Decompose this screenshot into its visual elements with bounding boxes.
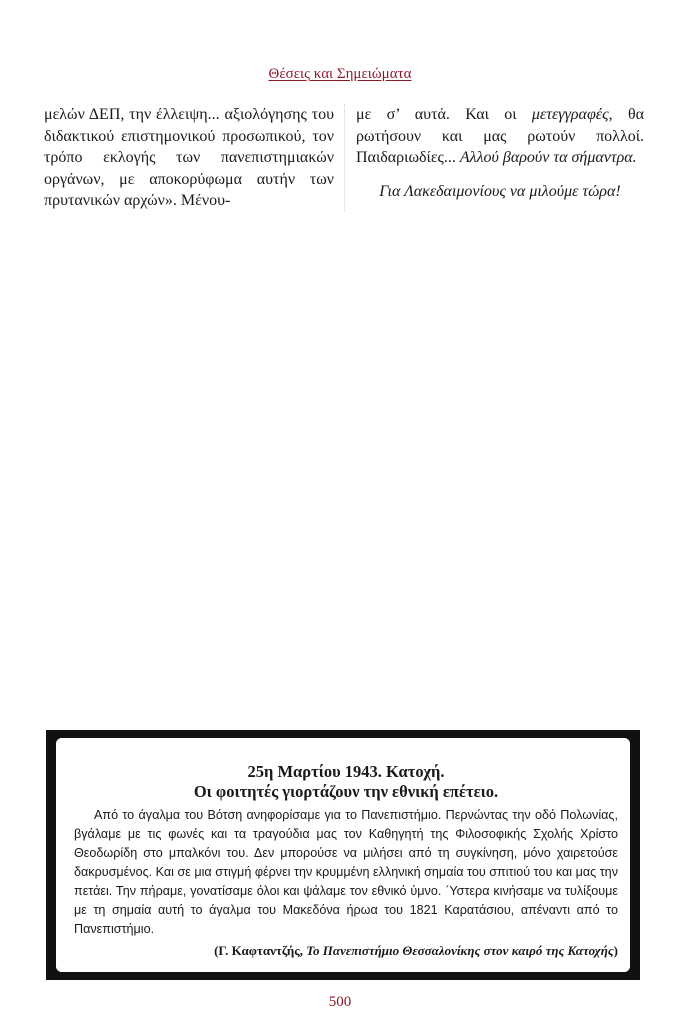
quote-box [46,730,640,980]
running-head-text: Θέσεις και Σημειώματα [268,66,412,82]
right-text-1: με σ’ αυτά. Και οι [356,106,532,123]
box-body: Από το άγαλμα του Βότση ανηφορίσαμε για το Πανεπιστήμιο. Περνώντας την οδό Πολωνίας, βγάλαμε με τις φωνές και τα τραγούδια μας τον Καθηγητή της Φιλοσοφικής Σχολής Χρίστο Θεοδωρίδη στο μπαλκόνι του. Δεν μπορούσε να μιλήσει από τη συγκίνηση, μόνο χαιρετούσε δακρυσμένος. Και σε μια στιγμή φέρνει την κρυμμένη ελληνική σημαία του σπιτιού του και μας την πετάει. Την πήραμε, γονατίσαμε όλοι και ψάλαμε τον εθνικό ύμνο. ΄Υστερα κινήσαμε να τυλίξουμε με τη σημαία αυτή το άγαλμα του Μακεδόνα ήρωα του 1821 Καρατάσιου, απέναντι από το Πανεπιστήμιο. [74,808,618,936]
quote-box-inner [56,738,630,972]
two-column-text [44,104,644,212]
right-column [350,104,644,212]
right-column-paragraph [356,104,644,169]
right-text-italic-1: μετεγγραφές [531,106,609,123]
box-source-author: (Γ. Καφταντζής, [214,943,307,958]
signoff: Για Λακεδαιμονίους να μιλούμε τώρα! [379,182,621,200]
running-head [0,66,680,83]
right-text-2: , θα ρωτήσουν και μας ρωτούν πολλοί. Παιδαριωδίες... [356,106,644,166]
left-column-paragraph: μελών ΔΕΠ, την έλλειψη... αξιολόγησης του διδακτικού επιστημονικού προσωπικού, τον τρόπο εκλογής των πανεπιστημιακών οργάνων, με αποκορύφωμα αυτήν των πρυτανικών αρχών». Μένου- [44,106,334,209]
box-source-close: ) [613,943,618,958]
right-text-italic-2: Αλλού βαρούν τα σήμαντρα. [459,149,637,166]
box-source-title: Το Πανεπιστήμιο Θεσσαλονίκης στον καιρό της Κατοχής [306,943,614,958]
left-column [44,104,345,212]
box-source [74,941,618,960]
page-number: 500 [328,994,352,1010]
box-title-line2: Οι φοιτητές γιορτάζουν την εθνική επέτειο. [193,782,499,801]
box-title-line1: 25η Μαρτίου 1943. Κατοχή. [247,762,445,781]
